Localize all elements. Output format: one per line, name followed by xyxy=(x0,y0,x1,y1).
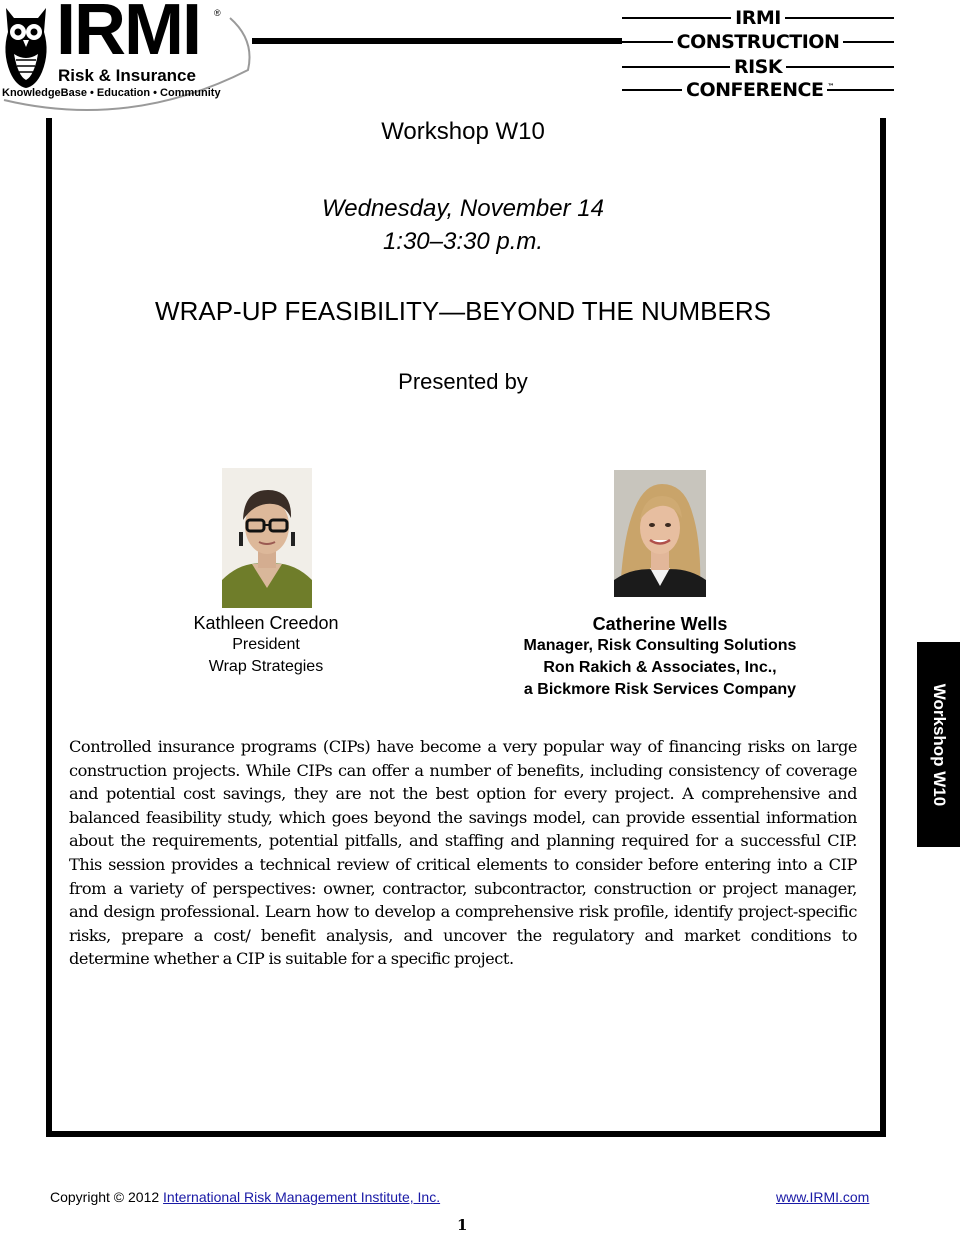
conf-word-irmi: IRMI xyxy=(731,7,785,29)
registered-mark: ® xyxy=(214,8,221,18)
speaker-photo-catherine-wells xyxy=(614,470,706,597)
trademark: ™ xyxy=(827,82,834,91)
session-date: Wednesday, November 14 xyxy=(322,195,604,222)
speaker-kathleen-creedon xyxy=(156,612,376,678)
conference-logo xyxy=(622,0,894,106)
irmi-logo xyxy=(0,0,255,118)
website-link[interactable]: www.IRMI.com xyxy=(776,1189,870,1205)
speaker-name: Kathleen Creedon xyxy=(193,613,339,633)
irmi-wordmark: IRMI xyxy=(56,0,200,70)
header-rule xyxy=(252,38,622,44)
session-title: WRAP-UP FEASIBILITY—BEYOND THE NUMBERS xyxy=(155,296,771,326)
speaker-org-parent: a Bickmore Risk Services Company xyxy=(523,681,797,698)
irmi-subtitle: Risk & Insurance xyxy=(58,66,196,85)
session-time: 1:30–3:30 p.m. xyxy=(382,228,544,255)
copyright-text: Copyright © 2012 xyxy=(50,1189,160,1205)
footer-website xyxy=(776,1188,869,1207)
side-tab-label: Workshop W10 xyxy=(929,683,949,806)
conf-word-risk: RISK xyxy=(730,56,786,78)
side-tab xyxy=(917,642,960,847)
owl-icon xyxy=(0,2,52,90)
speaker-name: Catherine Wells xyxy=(592,614,728,634)
workshop-title: Workshop W10 xyxy=(381,118,545,145)
speaker-org: Ron Rakich & Associates, Inc., xyxy=(543,659,777,676)
irmi-tagline: KnowledgeBase • Education • Community xyxy=(2,87,221,99)
speaker-org: Wrap Strategies xyxy=(208,658,324,675)
speaker-title: Manager, Risk Consulting Solutions xyxy=(523,637,797,654)
speaker-title: President xyxy=(232,636,300,653)
speaker-photo-kathleen-creedon xyxy=(222,468,312,608)
conf-word-construction: CONSTRUCTION xyxy=(673,31,844,53)
speaker-catherine-wells xyxy=(490,613,830,701)
page-number: 1 xyxy=(457,1216,468,1234)
presented-by: Presented by xyxy=(398,369,528,394)
conf-word-conference: CONFERENCE xyxy=(682,79,827,101)
irmi-org-link[interactable]: International Risk Management Institute, Inc. xyxy=(163,1189,441,1205)
footer-copyright xyxy=(50,1188,450,1207)
session-description: Controlled insurance programs (CIPs) have become a very popular way of financing risks on large construction projects. While CIPs can offer a number of benefits, including consistency of coverage and potential cost savings, they are not the best option for every project. A comprehensive and balanced feasibility study, which goes beyond the savings model, can provide essential information about the requirements, potential pitfalls, and staffing and planning required for a successful CIP. This session provides a technical review of critical elements to consider before entering into a CIP from a variety of perspectives: owner, contractor, subcontractor, construction or project manager, and design professional. Learn how to develop a comprehensive risk profile, identify project-specific risks, prepare a cost/ benefit analysis, and uncover the regulatory and market conditions to determine whether a CIP is suitable for a specific project. xyxy=(69,737,857,969)
